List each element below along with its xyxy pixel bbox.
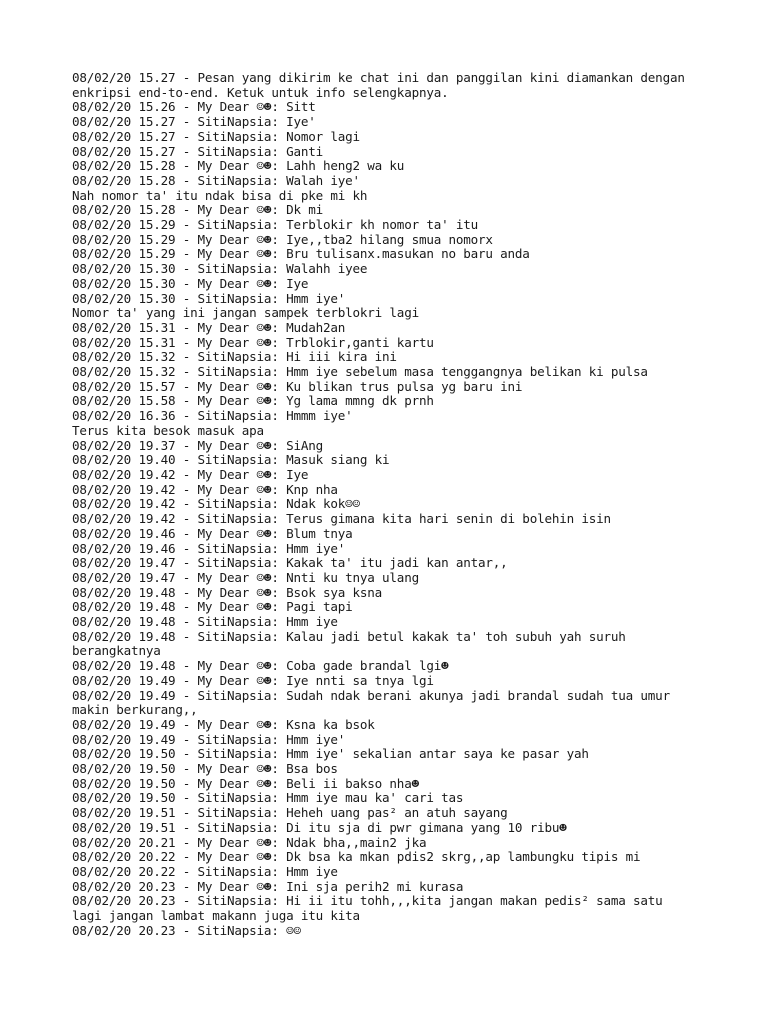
- chat-log-line: Nah nomor ta' itu ndak bisa di pke mi kh: [72, 187, 368, 203]
- chat-log-line: 08/02/20 19.49 - My Dear ☺☻: Ksna ka bsok: [72, 716, 375, 732]
- chat-log-line: makin berkurang,,: [72, 702, 198, 718]
- chat-log-line: 08/02/20 15.57 - My Dear ☺☻: Ku blikan trus pulsa yg baru ini: [72, 378, 523, 394]
- chat-log-line: 08/02/20 20.22 - SitiNapsia: Hmm iye: [72, 863, 338, 879]
- chat-log-line: lagi jangan lambat makann juga itu kita: [72, 908, 360, 924]
- chat-log-line: 08/02/20 19.46 - My Dear ☺☻: Blum tnya: [72, 525, 353, 541]
- chat-export-document: [72, 71, 732, 938]
- chat-log-line: 08/02/20 19.51 - SitiNapsia: Di itu sja di pwr gimana yang 10 ribu☻: [72, 819, 567, 835]
- chat-log-line: 08/02/20 19.50 - My Dear ☺☻: Bsa bos: [72, 761, 338, 777]
- chat-log-line: 08/02/20 16.36 - SitiNapsia: Hmmm iye': [72, 408, 353, 424]
- chat-log-line: 08/02/20 19.50 - SitiNapsia: Hmm iye mau ka' cari tas: [72, 790, 464, 806]
- chat-log-line: 08/02/20 15.29 - My Dear ☺☻: Iye,,tba2 hilang smua nomorx: [72, 231, 493, 247]
- chat-log-line: 08/02/20 15.30 - SitiNapsia: Hmm iye': [72, 290, 346, 306]
- chat-log-line: 08/02/20 19.42 - SitiNapsia: Terus gimana kita hari senin di bolehin isin: [72, 511, 611, 527]
- chat-log-line: 08/02/20 15.28 - My Dear ☺☻: Dk mi: [72, 202, 323, 218]
- chat-log-line: 08/02/20 15.32 - SitiNapsia: Hmm iye sebelum masa tenggangnya belikan ki pulsa: [72, 364, 648, 380]
- chat-log-line: 08/02/20 15.31 - My Dear ☺☻: Trblokir,ganti kartu: [72, 334, 434, 350]
- chat-log-line: 08/02/20 19.48 - SitiNapsia: Kalau jadi betul kakak ta' toh subuh yah suruh: [72, 628, 626, 644]
- chat-log-line: 08/02/20 20.21 - My Dear ☺☻: Ndak bha,,main2 jka: [72, 834, 427, 850]
- chat-log-line: 08/02/20 19.40 - SitiNapsia: Masuk siang ki: [72, 452, 390, 468]
- chat-log-line: berangkatnya: [72, 643, 161, 659]
- chat-log-line: 08/02/20 15.27 - SitiNapsia: Ganti: [72, 143, 323, 159]
- chat-log-line: 08/02/20 15.58 - My Dear ☺☻: Yg lama mmng dk prnh: [72, 393, 434, 409]
- chat-log-line: 08/02/20 20.23 - My Dear ☺☻: Ini sja perih2 mi kurasa: [72, 878, 464, 894]
- chat-log-line: 08/02/20 15.29 - My Dear ☺☻: Bru tulisanx.masukan no baru anda: [72, 246, 530, 262]
- chat-log-line: 08/02/20 15.26 - My Dear ☺☻: Sitt: [72, 99, 316, 115]
- chat-log-line: 08/02/20 20.22 - My Dear ☺☻: Dk bsa ka mkan pdis2 skrg,,ap lambungku tipis mi: [72, 849, 641, 865]
- chat-log-line: 08/02/20 15.27 - Pesan yang dikirim ke chat ini dan panggilan kini diamankan dengan: [72, 70, 685, 85]
- chat-log-line: 08/02/20 19.42 - SitiNapsia: Ndak kok☺☺: [72, 496, 360, 512]
- chat-log-line: 08/02/20 19.46 - SitiNapsia: Hmm iye': [72, 540, 346, 556]
- chat-log-line: 08/02/20 20.23 - SitiNapsia: Hi ii itu tohh,,,kita jangan makan pedis² sama satu: [72, 893, 663, 909]
- chat-log-line: 08/02/20 20.23 - SitiNapsia: ☺☺: [72, 922, 301, 938]
- chat-log-line: 08/02/20 19.49 - SitiNapsia: Sudah ndak berani akunya jadi brandal sudah tua umur: [72, 687, 670, 703]
- chat-log-line: 08/02/20 19.37 - My Dear ☺☻: SiAng: [72, 437, 323, 453]
- chat-log-line: 08/02/20 19.50 - My Dear ☺☻: Beli ii bakso nha☻: [72, 775, 419, 791]
- chat-log-line: Terus kita besok masuk apa: [72, 422, 264, 438]
- chat-log-line: 08/02/20 15.27 - SitiNapsia: Nomor lagi: [72, 128, 360, 144]
- chat-log-line: 08/02/20 19.47 - My Dear ☺☻: Nnti ku tnya ulang: [72, 569, 419, 585]
- chat-log-line: 08/02/20 19.50 - SitiNapsia: Hmm iye' sekalian antar saya ke pasar yah: [72, 746, 589, 762]
- chat-log-line: 08/02/20 15.32 - SitiNapsia: Hi iii kira ini: [72, 349, 397, 365]
- chat-log-line: 08/02/20 15.27 - SitiNapsia: Iye': [72, 114, 316, 130]
- chat-log-line: 08/02/20 19.49 - My Dear ☺☻: Iye nnti sa tnya lgi: [72, 672, 434, 688]
- chat-log-line: 08/02/20 15.28 - SitiNapsia: Walah iye': [72, 172, 360, 188]
- chat-log-line: Nomor ta' yang ini jangan sampek terblokri lagi: [72, 305, 419, 321]
- chat-log-line: enkripsi end-to-end. Ketuk untuk info selengkapnya.: [72, 84, 449, 100]
- chat-log-line: 08/02/20 19.47 - SitiNapsia: Kakak ta' itu jadi kan antar,,: [72, 555, 508, 571]
- chat-log-line: 08/02/20 15.29 - SitiNapsia: Terblokir kh nomor ta' itu: [72, 217, 479, 233]
- chat-log-line: 08/02/20 15.30 - SitiNapsia: Walahh iyee: [72, 261, 368, 277]
- chat-log-line: 08/02/20 19.48 - My Dear ☺☻: Bsok sya ksna: [72, 584, 383, 600]
- chat-log-line: 08/02/20 19.48 - My Dear ☺☻: Coba gade brandal lgi☻: [72, 658, 449, 674]
- chat-log-line: 08/02/20 19.51 - SitiNapsia: Heheh uang pas² an atuh sayang: [72, 805, 508, 821]
- chat-log-line: 08/02/20 19.49 - SitiNapsia: Hmm iye': [72, 731, 346, 747]
- chat-log-line: 08/02/20 19.48 - SitiNapsia: Hmm iye: [72, 614, 338, 630]
- chat-log-line: 08/02/20 15.31 - My Dear ☺☻: Mudah2an: [72, 319, 346, 335]
- chat-log-line: 08/02/20 15.28 - My Dear ☺☻: Lahh heng2 wa ku: [72, 158, 405, 174]
- chat-log-line: 08/02/20 19.42 - My Dear ☺☻: Iye: [72, 466, 309, 482]
- chat-log-line: 08/02/20 15.30 - My Dear ☺☻: Iye: [72, 275, 309, 291]
- chat-log-line: 08/02/20 19.42 - My Dear ☺☻: Knp nha: [72, 481, 338, 497]
- chat-log-line: 08/02/20 19.48 - My Dear ☺☻: Pagi tapi: [72, 599, 353, 615]
